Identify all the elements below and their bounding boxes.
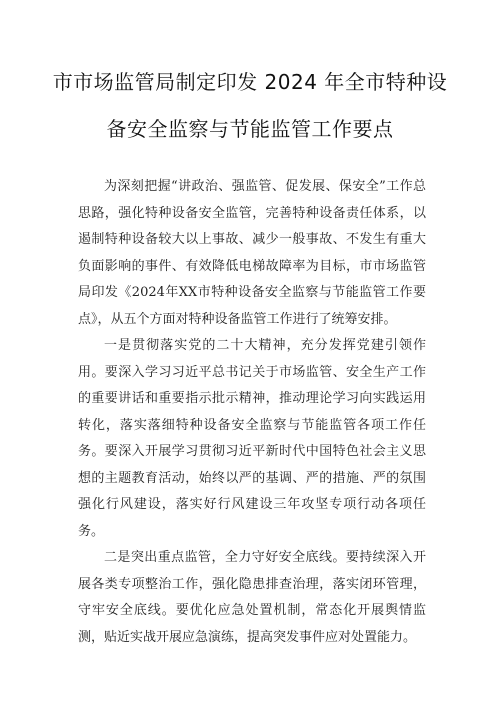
document-title-line-1: 市市场监管局制定印发 2024 年全市特种设 xyxy=(52,70,448,94)
document-body xyxy=(78,174,426,651)
paragraph-intro: 为深刻把握“讲政治、强监管、促发展、保安全”工作总思路，强化特种设备安全监管，完善特种设备责任体系，以遏制特种设备较大以上事故、减少一般事故、不发生有重大负面影响的事件、有效降低电梯故障率为目标，市市场监管局印发《2024年XX市特种设备安全监察与节能监管工作要点》，从五个方面对特种设备监管工作进行了统筹安排。 xyxy=(78,179,426,327)
document-title-line-2: 备安全监察与节能监管工作要点 xyxy=(106,117,394,141)
paragraph-point-two: 二是突出重点监管，全力守好安全底线。要持续深入开展各类专项整治工作，强化隐患排查治理，落实闭环管理，守牢安全底线。要优化应急处置机制，常态化开展舆情监测，贴近实战开展应急演练，提高突发事件应对处置能力。 xyxy=(78,550,426,645)
paragraph-point-one: 一是贯彻落实党的二十大精神，充分发挥党建引领作用。要深入学习习近平总书记关于市场监管、安全生产工作的重要讲话和重要指示批示精神，推动理论学习向实践运用转化，落实落细特种设备安全监察与节能监管各项工作任务。要深入开展学习贯彻习近平新时代中国特色社会主义思想的主题教育活动，始终以严的基调、严的措施、严的氛围强化行风建设，落实好行风建设三年攻坚专项行动各项任务。 xyxy=(78,338,426,539)
